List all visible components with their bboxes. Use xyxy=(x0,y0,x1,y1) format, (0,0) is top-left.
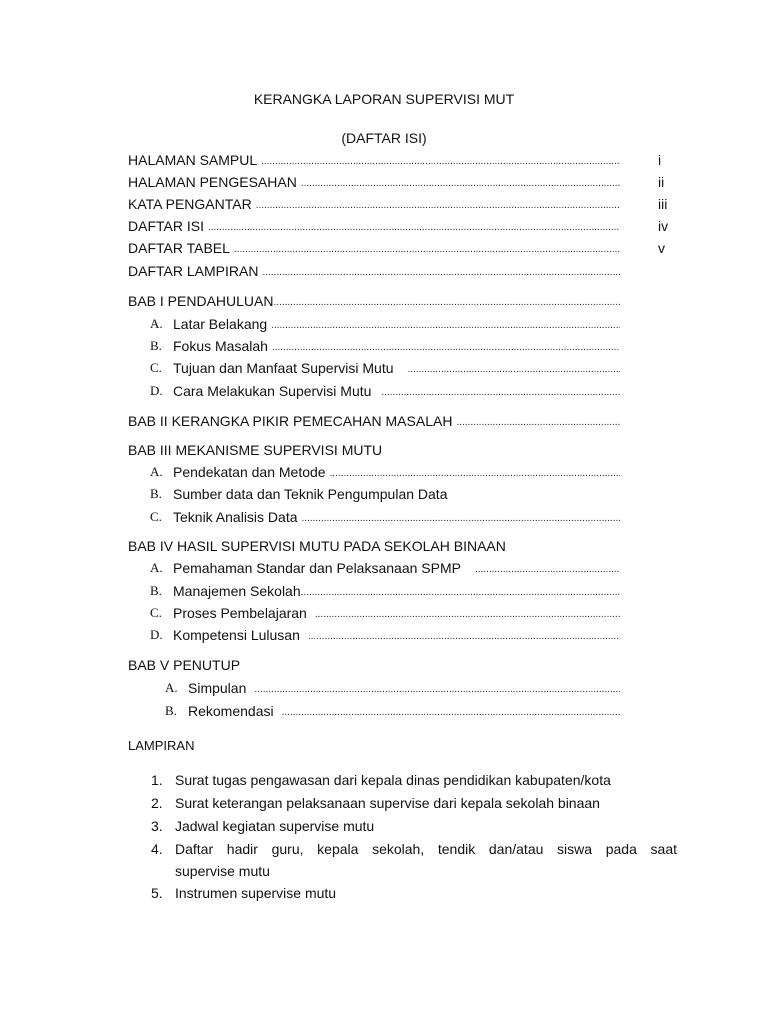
dot-leader xyxy=(315,608,620,622)
toc-subentry[interactable] xyxy=(173,337,620,355)
toc-subentry[interactable] xyxy=(173,604,620,622)
list-number: 3. xyxy=(151,818,163,834)
document-subtitle: (DAFTAR ISI) xyxy=(341,130,427,146)
dot-leader xyxy=(475,563,620,577)
toc-entry-halaman-pengesahan[interactable] xyxy=(128,173,620,191)
item-letter: B. xyxy=(150,338,162,353)
toc-page-number: ii xyxy=(658,174,665,190)
dot-leader xyxy=(330,467,620,481)
toc-entry-halaman-sampul[interactable] xyxy=(128,151,620,169)
toc-subentry[interactable]: Sumber data dan Teknik Pengumpulan Data xyxy=(173,486,448,502)
toc-entry-label: HALAMAN SAMPUL xyxy=(128,152,258,168)
subentry-label: Teknik Analisis Data xyxy=(173,509,298,525)
toc-chapter-bab-2[interactable] xyxy=(128,412,620,430)
toc-subentry[interactable] xyxy=(173,315,620,333)
subentry-label: Rekomendasi xyxy=(188,703,274,719)
toc-page-number: iv xyxy=(658,218,669,234)
dot-leader xyxy=(271,319,620,333)
list-number: 1. xyxy=(151,772,163,788)
subentry-label: Latar Belakang xyxy=(173,316,268,332)
dot-leader xyxy=(262,266,620,280)
toc-subentry[interactable] xyxy=(173,559,620,577)
dot-leader xyxy=(261,155,620,169)
dot-leader xyxy=(234,243,620,257)
toc-subentry[interactable] xyxy=(173,359,620,377)
dot-leader xyxy=(301,177,620,191)
item-letter: C. xyxy=(150,360,162,375)
item-letter: B. xyxy=(150,583,162,598)
toc-page-number: i xyxy=(658,152,662,168)
chapter-title: BAB II KERANGKA PIKIR PEMECAHAN MASALAH xyxy=(128,413,453,429)
item-letter: D. xyxy=(150,383,163,398)
toc-page-number: v xyxy=(658,240,665,256)
item-letter: A. xyxy=(150,464,163,479)
toc-entry-kata-pengantar[interactable] xyxy=(128,195,620,213)
lampiran-item: Jadwal kegiatan supervise mutu xyxy=(175,818,375,834)
toc-entry-label: DAFTAR TABEL xyxy=(128,240,230,256)
subentry-label: Simpulan xyxy=(188,680,247,696)
chapter-title: BAB I PENDAHULUAN xyxy=(128,293,274,309)
lampiran-item: Surat tugas pengawasan dari kepala dinas pendidikan kabupaten/kota xyxy=(175,772,611,788)
toc-entry-label: DAFTAR ISI xyxy=(128,218,204,234)
toc-subentry[interactable] xyxy=(188,702,620,720)
toc-chapter-bab-5[interactable]: BAB V PENUTUP xyxy=(128,657,241,673)
dot-leader xyxy=(272,341,620,355)
dot-leader xyxy=(208,221,620,235)
toc-entry-daftar-lampiran[interactable] xyxy=(128,262,620,280)
toc-entry-label: KATA PENGANTAR xyxy=(128,196,252,212)
lampiran-item: Instrumen supervise mutu xyxy=(175,885,337,901)
subentry-label: Manajemen Sekolah xyxy=(173,583,301,599)
toc-entry-label: DAFTAR LAMPIRAN xyxy=(128,263,259,279)
toc-chapter-bab-3[interactable]: BAB III MEKANISME SUPERVISI MUTU xyxy=(128,442,383,458)
toc-subentry[interactable] xyxy=(173,463,620,481)
list-number: 2. xyxy=(151,795,163,811)
item-letter: A. xyxy=(165,680,178,695)
subentry-label: Kompetensi Lulusan xyxy=(173,627,300,643)
toc-subentry[interactable] xyxy=(188,679,620,697)
toc-chapter-bab-4[interactable]: BAB IV HASIL SUPERVISI MUTU PADA SEKOLAH BINAAN xyxy=(128,538,506,554)
toc-entry-daftar-isi[interactable] xyxy=(128,217,620,235)
toc-subentry[interactable] xyxy=(173,508,620,526)
item-letter: D. xyxy=(150,627,163,642)
dot-leader xyxy=(456,416,620,430)
dot-leader xyxy=(301,586,620,600)
item-letter: C. xyxy=(150,509,162,524)
toc-chapter-bab-1[interactable] xyxy=(128,292,620,310)
subentry-label: Proses Pembelajaran xyxy=(173,605,307,621)
dot-leader xyxy=(408,363,621,377)
subentry-label: Tujuan dan Manfaat Supervisi Mutu xyxy=(173,360,394,376)
subentry-label: Pendekatan dan Metode xyxy=(173,464,326,480)
dot-leader xyxy=(273,296,620,310)
dot-leader xyxy=(302,512,620,526)
item-letter: C. xyxy=(150,605,162,620)
dot-leader xyxy=(282,706,620,720)
dot-leader xyxy=(381,386,620,400)
toc-entry-daftar-tabel[interactable] xyxy=(128,239,620,257)
item-letter: A. xyxy=(150,316,163,331)
list-number: 4. xyxy=(151,841,163,857)
lampiran-item: Surat keterangan pelaksanaan supervise dari kepala sekolah binaan xyxy=(175,795,600,811)
subentry-label: Fokus Masalah xyxy=(173,338,268,354)
lampiran-heading: LAMPIRAN xyxy=(128,738,195,753)
toc-subentry[interactable] xyxy=(173,582,620,600)
toc-subentry[interactable] xyxy=(173,382,620,400)
item-letter: B. xyxy=(165,703,177,718)
item-letter: A. xyxy=(150,560,163,575)
dot-leader xyxy=(308,630,620,644)
document-title: KERANGKA LAPORAN SUPERVISI MUT xyxy=(253,91,515,107)
toc-entry-label: HALAMAN PENGESAHAN xyxy=(128,174,297,190)
toc-page-number: iii xyxy=(658,196,668,212)
lampiran-item-line2: supervise mutu xyxy=(175,863,270,879)
toc-subentry[interactable] xyxy=(173,626,620,644)
dot-leader xyxy=(256,199,620,213)
subentry-label: Pemahaman Standar dan Pelaksanaan SPMP xyxy=(173,560,461,576)
subentry-label: Cara Melakukan Supervisi Mutu xyxy=(173,383,372,399)
lampiran-item-line1: Daftar hadir guru, kepala sekolah, tendik dan/atau siswa pada saat xyxy=(175,841,677,857)
list-number: 5. xyxy=(151,885,163,901)
dot-leader xyxy=(254,683,620,697)
item-letter: B. xyxy=(150,486,162,501)
